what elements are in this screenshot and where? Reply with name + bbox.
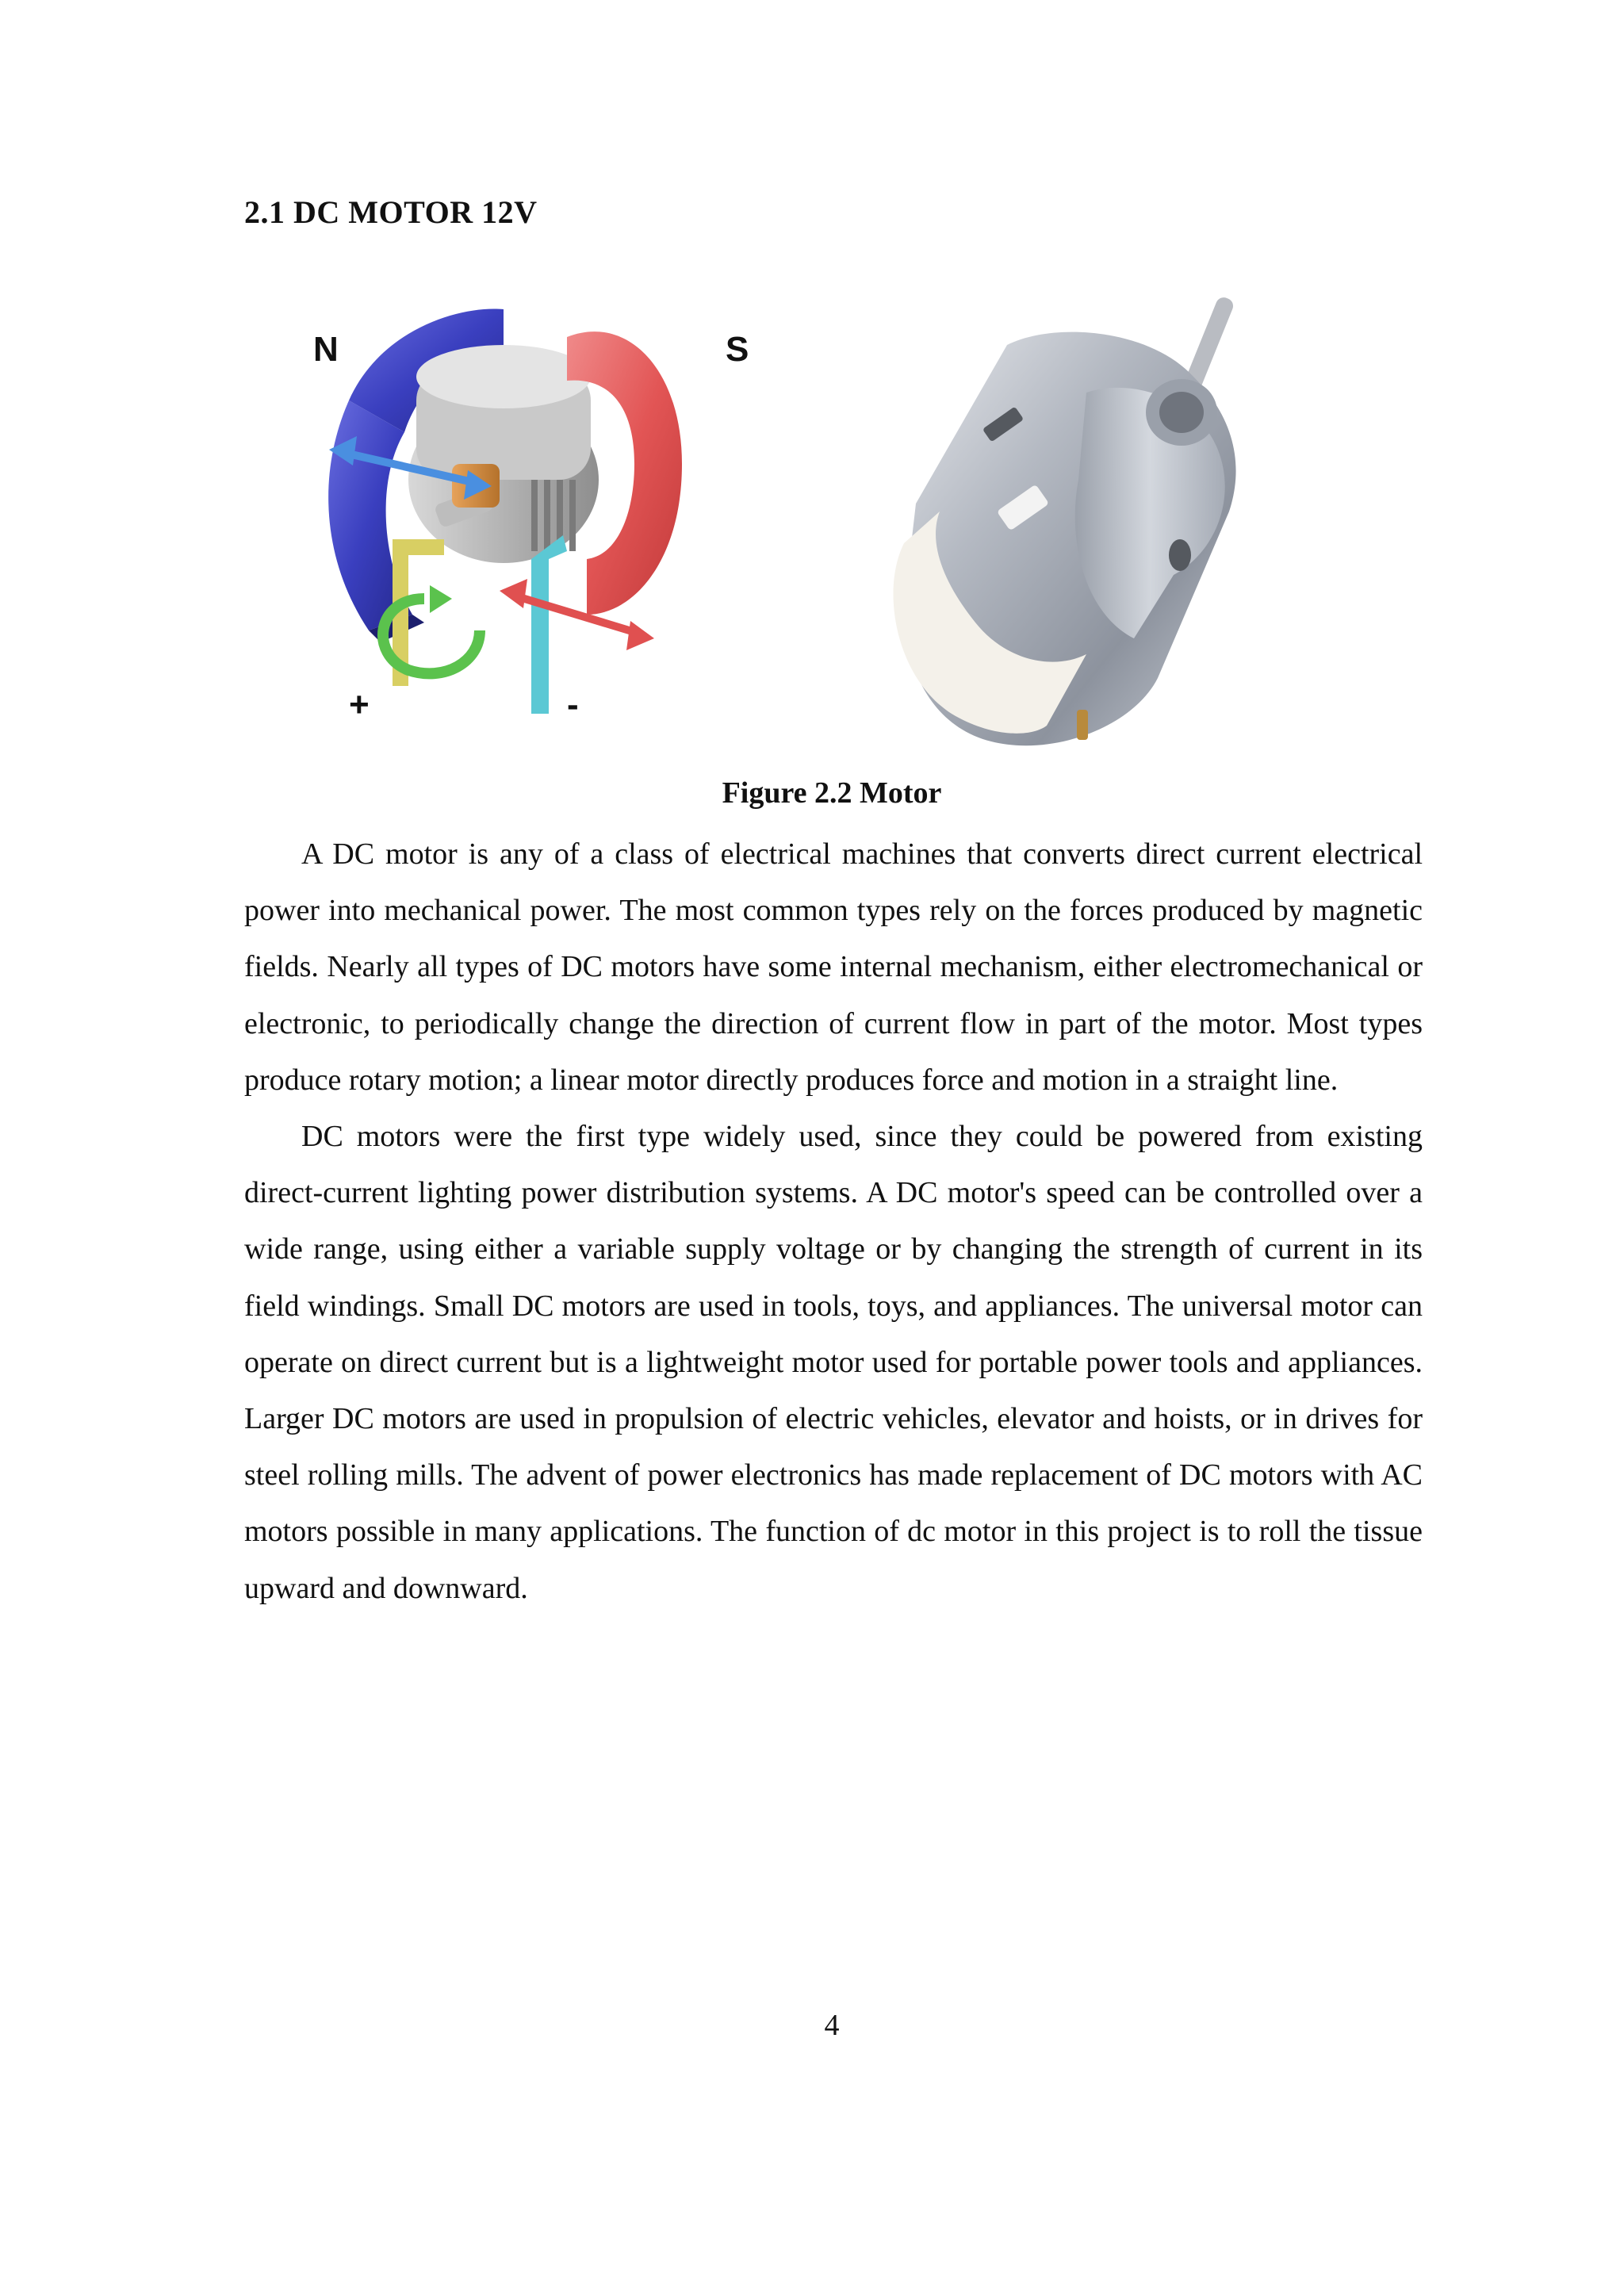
small-dc-motor-photo: [894, 295, 1236, 745]
section-heading: 2.1 DC MOTOR 12V: [244, 194, 538, 230]
paragraph: DC motors were the first type widely used, since they could be powered from existing direct-current lighting power distribution systems. A DC motor's speed can be controlled over a wide range, using either a variable supply voltage or by changing the strength of current in its field windings. Small DC motors are used in tools, toys, and appliances. The universal motor can operate on direct current but is a lightweight motor used for portable power tools and appliances. Larger DC motors are used in propulsion of electric vehicles, elevator and hoists, or in drives for steel rolling mills. The advent of power electronics has made replacement of DC motors with AC motors possible in many applications. The function of dc motor in this project is to roll the tissue upward and downward.: [244, 1120, 1423, 1605]
body-text: [244, 826, 1423, 1617]
figure: [293, 282, 1364, 773]
south-label: S: [726, 330, 749, 369]
paragraph: A DC motor is any of a class of electrical machines that converts direct current electrical power into mechanical power. The most common types rely on the forces produced by magnetic fields. Nearly all types of DC motors have some internal mechanism, either electromechanical or electronic, to periodically change the direction of current flow in part of the motor. Most types produce rotary motion; a linear motor directly produces force and motion in a straight line.: [244, 837, 1423, 1097]
terminal-tab: [1077, 710, 1088, 740]
dc-motor-cutaway-diagram: [313, 308, 749, 724]
negative-label: -: [567, 685, 579, 724]
figure-caption: Figure 2.2 Motor: [722, 776, 942, 810]
positive-label: +: [349, 685, 370, 724]
north-label: N: [313, 330, 339, 369]
negative-brush: [531, 535, 567, 714]
page-number: 4: [824, 2009, 840, 2042]
